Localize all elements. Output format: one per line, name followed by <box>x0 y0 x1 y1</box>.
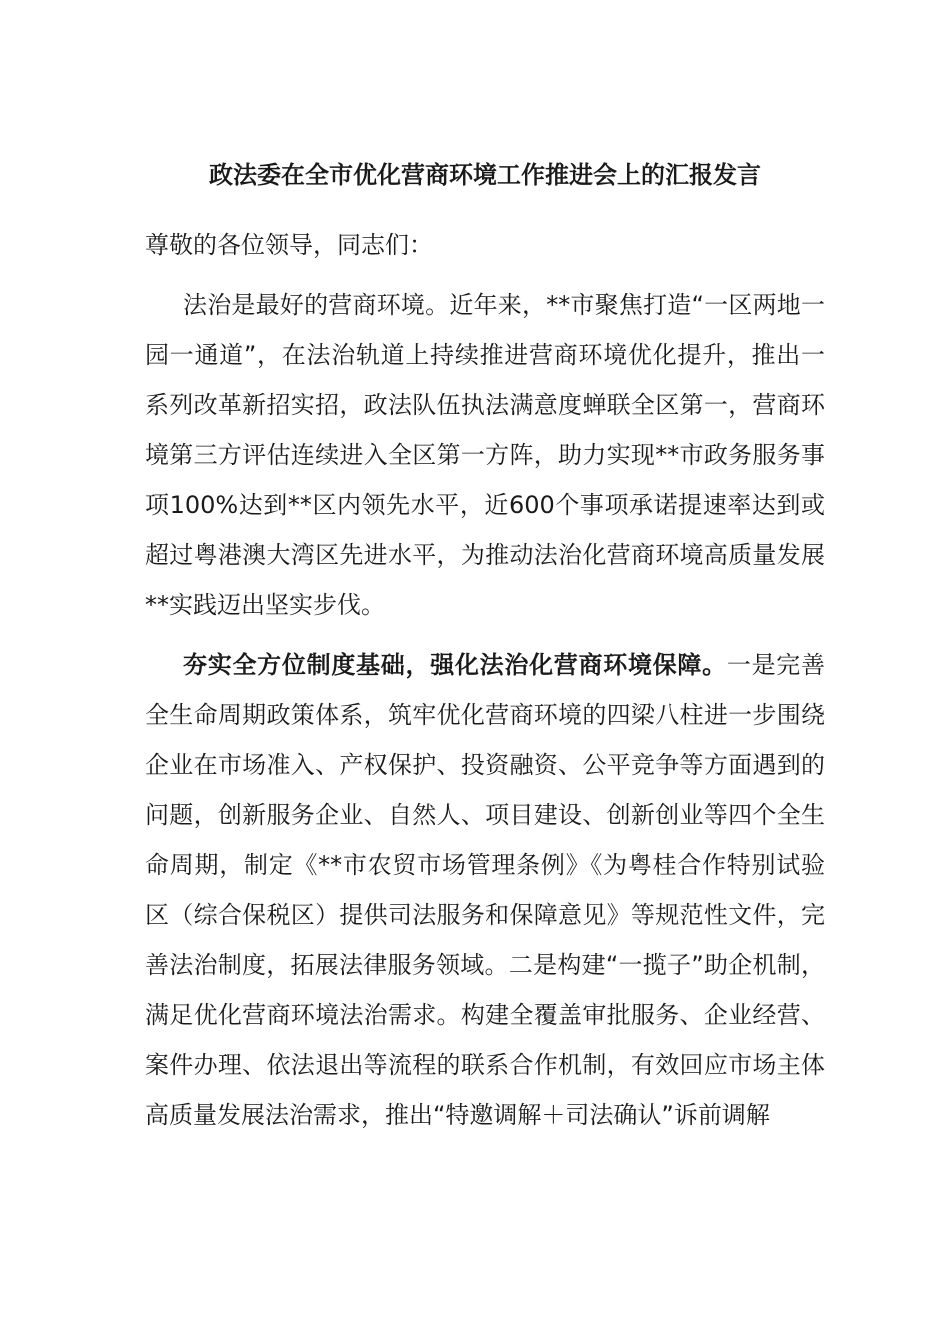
paragraph-intro: 法治是最好的营商环境。近年来，**市聚焦打造“一区两地一园一通道”，在法治轨道上持续推进营商环境优化提升，推出一系列改革新招实招，政法队伍执法满意度蝉联全区第一，营商环境第三方评估连续进入全区第一方阵，助力实现**市政务服务事项100%达到**区内领先水平，近600个事项承诺提速率达到或超过粤港澳大湾区先进水平，为推动法治化营商环境高质量发展**实践迈出坚实步伐。 <box>145 291 825 619</box>
paragraph-lead-heading: 夯实全方位制度基础，强化法治化营商环境保障。 <box>183 651 727 679</box>
salutation: 尊敬的各位领导，同志们： <box>145 231 433 259</box>
document-title: 政法委在全市优化营商环境工作推进会上的汇报发言 <box>209 161 761 189</box>
paragraph-body-text: 一是完善全生命周期政策体系，筑牢优化营商环境的四梁八柱进一步围绕企业在市场准入、产权保护、投资融资、公平竞争等方面遇到的问题，创新服务企业、自然人、项目建设、创新创业等四个全生命周期，制定《**市农贸市场管理条例》《为粤桂合作特别试验区（综合保税区）提供司法服务和保障意见》等规范性文件，完善法治制度，拓展法律服务领域。二是构建“一揽子”助企机制，满足优化营商环境法治需求。构建全覆盖审批服务、企业经营、案件办理、依法退出等流程的联系合作机制，有效回应市场主体高质量发展法治需求，推出“特邀调解＋司法确认”诉前调解 <box>145 651 826 1129</box>
document-page <box>145 150 825 1150</box>
paragraph-institutional-foundation <box>145 640 825 1140</box>
